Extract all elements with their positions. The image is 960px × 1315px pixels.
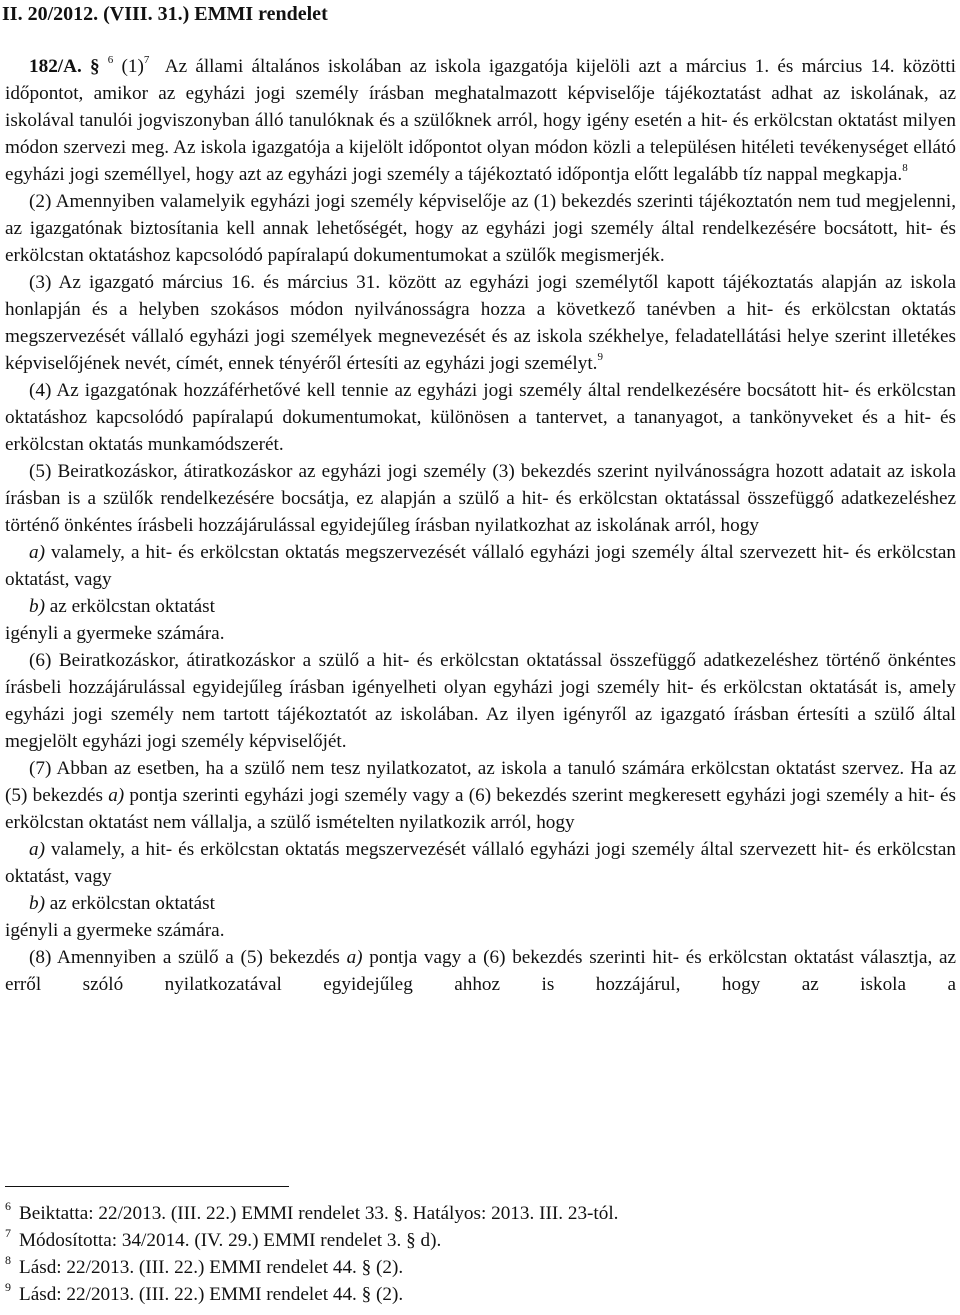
- footnote-number: 8: [5, 1252, 11, 1267]
- list-item-text: az erkölcstan oktatást: [49, 893, 215, 914]
- paragraph-text: (7) Abban az esetben, ha a szülő nem tesz nyilatkozatot, az iskola a tanuló számára erkölcstan oktatást szervez. Ha az (5) bekezdés: [5, 758, 956, 806]
- section-number: 182/A. §: [29, 56, 100, 77]
- document-body: [5, 53, 956, 998]
- document-header: II. 20/2012. (VIII. 31.) EMMI rendelet: [2, 3, 328, 25]
- footnote-number: 9: [5, 1279, 11, 1294]
- paragraph-text: (8) Amennyiben a szülő a (5) bekezdés: [29, 947, 340, 968]
- footnote-ref-9[interactable]: 9: [597, 350, 603, 363]
- list-item-text: valamely, a hit- és erkölcstan oktatás megszervezését vállaló egyházi jogi személy által szervezett hit- és erkölcstan oktatást, vagy: [5, 542, 956, 590]
- section-paragraph-6: (6) Beiratkozáskor, átiratkozáskor a szülő a hit- és erkölcstan oktatással összefüggő adatkezeléshez történő önkéntes írásbeli hozzájárulással egyidejűleg írásban igényelheti olyan egyházi jogi személy hit- és erkölcstan oktatását is, amely egyházi jogi személy nem tartott tájékoztatót az iskolában. Az ilyen igényről az igazgató írásban értesíti a szülő által megjelölt egyházi jogi személy képviselőjét.: [5, 650, 956, 752]
- list-label: b): [29, 596, 45, 617]
- list-label: a): [29, 839, 45, 860]
- footnote-ref-8[interactable]: 8: [902, 161, 908, 174]
- list-item-5a: [5, 539, 956, 593]
- footnote-7: [5, 1227, 618, 1254]
- paragraph-3-text: (3) Az igazgató március 16. és március 31. között az egyházi jogi személytől kapott tájékoztatás alapján az iskola honlapján és a helyben szokásos módon nyilvánosságra hozza a következő tanévben a hit- és erkölcstan oktatás megszervezését vállaló egyházi jogi személyek megnevezését és az iskola székhelye, feladatellátási helye szerint illetékes képviselőjének nevét, címét, ennek tényéről értesíti az egyházi jogi személyt.: [5, 272, 956, 374]
- footnote-ref-7[interactable]: 7: [143, 53, 150, 66]
- list-item-7a: [5, 836, 956, 890]
- footnote-text: Lásd: 22/2013. (III. 22.) EMMI rendelet 44. § (2).: [19, 1257, 404, 1278]
- footnote-number: 6: [5, 1198, 11, 1213]
- list-item-5b: [5, 593, 956, 620]
- section-paragraph-1: [5, 53, 956, 188]
- footnote-text: Módosította: 34/2014. (IV. 29.) EMMI rendelet 3. § d).: [19, 1230, 442, 1251]
- paragraph-5-end: igényli a gyermeke számára.: [5, 623, 225, 644]
- section-paragraph-2: (2) Amennyiben valamelyik egyházi jogi személy képviselője az (1) bekezdés szerinti tájékoztatón nem tud megjelenni, az igazgatónak biztosítania kell annak lehetőségét, hogy az egyházi jogi személy által rendelkezésére bocsátott, hit- és erkölcstan oktatáshoz kapcsolódó papíralapú dokumentumokat a szülők megismerjék.: [5, 191, 956, 266]
- footnote-ref-6[interactable]: 6: [107, 53, 114, 66]
- list-label: a): [108, 785, 125, 806]
- list-label: b): [29, 893, 45, 914]
- section-paragraph-3: [5, 269, 956, 377]
- section-paragraph-8: [5, 944, 956, 998]
- list-label: a): [346, 947, 363, 968]
- paragraph-number: (1): [121, 56, 144, 77]
- section-paragraph-5: (5) Beiratkozáskor, átiratkozáskor az egyházi jogi személy (3) bekezdés szerint nyilvánosságra hozott adatait az iskola írásban is a szülők rendelkezésére bocsátja, ez alapján a szülő a hit- és erkölcstan oktatással összefüggő adatkezeléshez történő önkéntes írásbeli hozzájárulással egyidejűleg írásban nyilatkozhat az iskolának arról, hogy: [5, 461, 956, 536]
- list-item-text: az erkölcstan oktatást: [49, 596, 215, 617]
- list-item-7b: [5, 890, 956, 917]
- section-paragraph-7: [5, 755, 956, 836]
- paragraph-1-text: Az állami általános iskolában az iskola igazgatója kijelöli azt a március 1. és március 14. közötti időpontot, amikor az egyházi jogi személy írásban meghatalmazott képviselője tájékoztatást adhat az iskolának, az iskolával tanulói jogviszonyban álló tanulóknak és a szülőknek arról, hogy igény esetén a hit- és erkölcstan oktatást milyen módon szervezi meg. Az iskola igazgatója a kijelölt időpontot olyan módon közli a településen hitéleti tevékenységet ellátó egyházi jogi személlyel, hogy azt az egyházi jogi személy a tájékoztató időpontja előtt legalább tíz nappal megkapja.: [5, 56, 957, 185]
- footnote-divider: [5, 1186, 289, 1187]
- paragraph-7-end: igényli a gyermeke számára.: [5, 920, 225, 941]
- list-label: a): [29, 542, 45, 563]
- footnote-number: 7: [5, 1225, 11, 1240]
- footnote-9: [5, 1281, 618, 1308]
- footnote-6: [5, 1200, 618, 1227]
- list-item-text: valamely, a hit- és erkölcstan oktatás megszervezését vállaló egyházi jogi személy által szervezett hit- és erkölcstan oktatást, vagy: [5, 839, 956, 887]
- footnote-text: Beiktatta: 22/2013. (III. 22.) EMMI rendelet 33. §. Hatályos: 2013. III. 23-tól.: [19, 1203, 619, 1224]
- paragraph-text: pontja vagy a (6) bekezdés szerinti hit- és erkölcstan oktatást választja, az erről szóló nyilatkozatával egyidejűleg ahhoz is hozzájárul, hogy az iskola a: [5, 947, 956, 995]
- section-paragraph-4: (4) Az igazgatónak hozzáférhetővé kell tennie az egyházi jogi személy által rendelkezésére bocsátott hit- és erkölcstan oktatáshoz kapcsolódó papíralapú dokumentumokat, különösen a tantervet, a tananyagot, a tankönyveket és a hit- és erkölcstan oktatás munkamódszerét.: [5, 380, 956, 455]
- footnote-8: [5, 1254, 618, 1281]
- footnotes: [5, 1200, 618, 1308]
- paragraph-text: pontja szerinti egyházi jogi személy vagy a (6) bekezdés szerint megkeresett egyházi jogi személy a hit- és erkölcstan oktatást nem vállalja, a szülő ismételten nyilatkozik arról, hogy: [5, 785, 957, 833]
- footnote-text: Lásd: 22/2013. (III. 22.) EMMI rendelet 44. § (2).: [19, 1284, 404, 1305]
